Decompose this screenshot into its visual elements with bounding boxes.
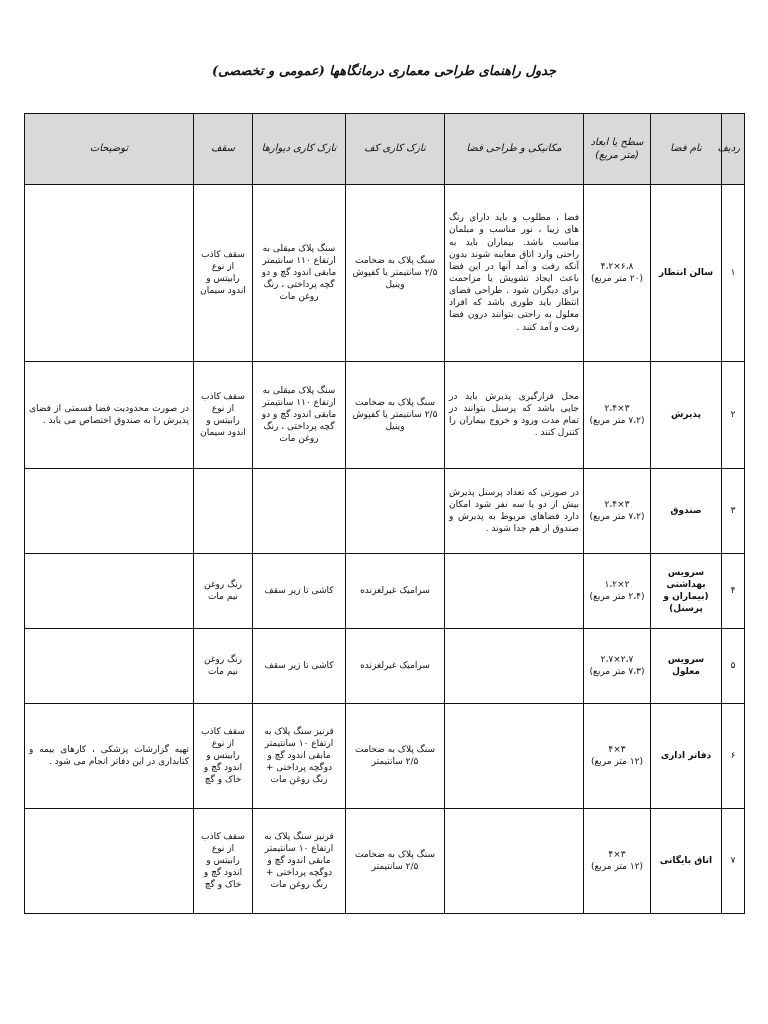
notes-text [25, 185, 194, 362]
design-guide-table [24, 113, 745, 914]
space-name: دفاتر اداری [651, 704, 722, 809]
mechanics-text [445, 809, 584, 914]
mechanics-text [445, 554, 584, 629]
area-square-meters: (۱۲ متر مربع) [590, 757, 643, 767]
space-name: سرویس بهداشتی (بیماران و پرسنل) [651, 554, 722, 629]
mechanics-text [445, 704, 584, 809]
header-notes: توضیحات [25, 114, 194, 185]
wall-finish: قرنیز سنگ پلاک به ارتفاع ۱۰ سانتیمتر مابقی اندود گچ و دوگچه پرداختی + رنگ روغن مات [253, 704, 346, 809]
row-number: ۴ [722, 554, 745, 629]
floor-finish: سرامیک غیرلغزنده [346, 554, 445, 629]
wall-finish: کاشی تا زیر سقف [253, 554, 346, 629]
row-number: ۶ [722, 704, 745, 809]
mechanics-text: در صورتی که تعداد پرسنل پذیرش بیش از دو یا سه نفر شود امکان دارد فضاهای مربوط به پذیرش و صندوق از هم جدا شوند . [445, 469, 584, 554]
row-number: ۷ [722, 809, 745, 914]
space-area [584, 185, 651, 362]
area-square-meters: (۲۰ متر مربع) [590, 274, 643, 284]
mechanics-text: محل قرارگیری پذیرش باید در جایی باشد که پرسنل بتوانند در تمام مدت ورود و خروج بیماران را کنترل کنند . [445, 362, 584, 469]
area-square-meters: (۲،۴ متر مربع) [589, 592, 645, 602]
area-dimensions: ۶،۸×۴،۲ [600, 261, 634, 272]
ceiling-finish: سقف کاذب از نوع رابیتس و اندود گچ و خاک و گچ [194, 704, 253, 809]
header-ceiling: سقف [194, 114, 253, 185]
space-area [584, 629, 651, 704]
table-row [25, 554, 745, 629]
area-dimensions: ۳×۴ [608, 744, 626, 755]
header-floor: نازک کاری کف [346, 114, 445, 185]
floor-finish: سنگ پلاک به ضخامت ۲/۵ سانتیمتر [346, 704, 445, 809]
header-space-name: نام فضا [651, 114, 722, 185]
row-number: ۵ [722, 629, 745, 704]
page-title: جدول راهنمای طراحی معماری درمانگاهها (عمومی و تخصصی) [211, 64, 557, 79]
notes-text: در صورت محدودیت فضا قسمتی از فضای پذیرش را به صندوق اختصاص می یابد . [25, 362, 194, 469]
table-header-row [25, 114, 745, 185]
table-row [25, 704, 745, 809]
header-row-number: ردیف [722, 114, 745, 185]
table-row [25, 185, 745, 362]
header-mechanics: مکانیکی و طراحی فضا [445, 114, 584, 185]
table-row [25, 469, 745, 554]
space-area [584, 554, 651, 629]
wall-finish [253, 469, 346, 554]
area-square-meters: (۷،۲ متر مربع) [589, 512, 645, 522]
area-square-meters: (۱۲ متر مربع) [590, 862, 643, 872]
table-row [25, 629, 745, 704]
area-dimensions: ۳×۲،۴ [604, 499, 630, 510]
area-dimensions: ۲،۷×۲،۷ [600, 654, 634, 665]
row-number: ۳ [722, 469, 745, 554]
space-name: سرویس معلول [651, 629, 722, 704]
space-area [584, 469, 651, 554]
space-name: پذیرش [651, 362, 722, 469]
ceiling-finish: سقف کاذب از نوع رابیتس و اندود گچ و خاک و گچ [194, 809, 253, 914]
row-number: ۲ [722, 362, 745, 469]
header-area [584, 114, 651, 185]
area-dimensions: ۳×۲،۴ [604, 403, 630, 414]
mechanics-text: فضا ، مطلوب و باید دارای رنگ های زیبا ، نور مناسب و مبلمان مناسب باشد. بیماران باید به راحتی وارد اتاق معاینه شوند بدون آنکه رفت و آمد آنها در این فضا باعث ایجاد تشویش یا مزاحمت برای دیگران شود . طراحی فضای انتظار باید طوری باشد که افراد معلول به راحتی بتوانند درون فضا رفت و آمد کنند . [445, 185, 584, 362]
space-name: سالن انتظار [651, 185, 722, 362]
wall-finish: کاشی تا زیر سقف [253, 629, 346, 704]
notes-text: تهیه گزارشات پزشکی ، کارهای بیمه و کتابداری در این دفاتر انجام می شود . [25, 704, 194, 809]
ceiling-finish: سقف کاذب از نوع رابیتس و اندود سیمان [194, 362, 253, 469]
table-row [25, 809, 745, 914]
floor-finish: سنگ پلاک به ضخامت ۲/۵ سانتیمتر یا کفپوش وینیل [346, 362, 445, 469]
ceiling-finish [194, 469, 253, 554]
wall-finish: قرنیز سنگ پلاک به ارتفاع ۱۰ سانتیمتر مابقی اندود گچ و دوگچه پرداختی + رنگ روغن مات [253, 809, 346, 914]
table-row [25, 362, 745, 469]
notes-text [25, 629, 194, 704]
ceiling-finish: رنگ روغن نیم مات [194, 629, 253, 704]
ceiling-finish: رنگ روغن نیم مات [194, 554, 253, 629]
mechanics-text [445, 629, 584, 704]
header-area-line2: (متر مربع) [595, 150, 639, 161]
space-name: اتاق بایگانی [651, 809, 722, 914]
notes-text [25, 809, 194, 914]
floor-finish: سنگ پلاک به ضخامت ۲/۵ سانتیمتر [346, 809, 445, 914]
notes-text [25, 469, 194, 554]
space-area [584, 704, 651, 809]
space-name: صندوق [651, 469, 722, 554]
floor-finish [346, 469, 445, 554]
notes-text [25, 554, 194, 629]
area-square-meters: (۷،۲ متر مربع) [589, 416, 645, 426]
ceiling-finish: سقف کاذب از نوع رابیتس و اندود سیمان [194, 185, 253, 362]
area-dimensions: ۳×۴ [608, 849, 626, 860]
wall-finish: سنگ پلاک میقلی به ارتفاع ۱۱۰ سانتیمتر مابقی اندود گچ و دو گچه پرداختی ، رنگ روغن مات [253, 185, 346, 362]
header-area-line1: سطح یا ابعاد [590, 136, 644, 148]
floor-finish: سنگ پلاک به ضخامت ۲/۵ سانتیمتر یا کفپوش وینیل [346, 185, 445, 362]
space-area [584, 362, 651, 469]
wall-finish: سنگ پلاک میقلی به ارتفاع ۱۱۰ سانتیمتر مابقی اندود گچ و دو گچه پرداختی ، رنگ روغن مات [253, 362, 346, 469]
space-area [584, 809, 651, 914]
row-number: ۱ [722, 185, 745, 362]
area-dimensions: ۲×۱،۲ [604, 579, 630, 590]
header-walls: نازک کاری دیوارها [253, 114, 346, 185]
floor-finish: سرامیک غیرلغزنده [346, 629, 445, 704]
area-square-meters: (۷،۳ متر مربع) [589, 667, 645, 677]
